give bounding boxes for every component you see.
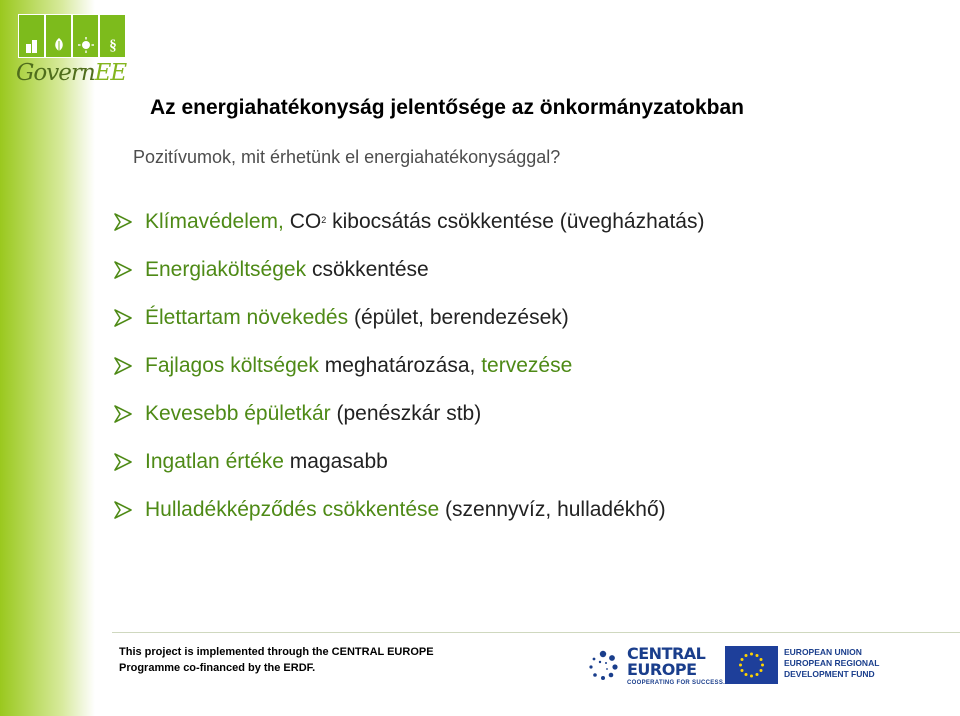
eu-label-line-3: DEVELOPMENT FUND [784,669,875,679]
bullet-green-text: tervezése [481,354,573,377]
bullet-green-text: Klímavédelem, [145,210,284,233]
arrow-bullet-icon [113,453,135,471]
slide-subtitle: Pozitívumok, mit érhetünk el energiahatékonysággal? [133,147,561,167]
eu-flag-icon [725,646,778,684]
benefit-list [113,198,704,534]
sidebar-gradient [0,0,95,716]
ce-logo-line-1: CENTRAL [627,644,706,663]
eu-label-line-1: EUROPEAN UNION [784,647,862,657]
arrow-bullet-icon [113,309,135,327]
arrow-bullet-icon [113,405,135,423]
bullet-dark-text: (penészkár stb) [336,402,482,425]
list-item [113,246,704,294]
bullet-dark-text: csökkentése [311,258,429,281]
footer-divider [112,632,960,633]
list-item [113,438,704,486]
arrow-bullet-icon [113,213,135,231]
central-europe-logo [585,646,725,686]
footer-line-1: This project is implemented through the CENTRAL EUROPE [119,646,434,658]
list-item [113,390,704,438]
arrow-bullet-icon [113,501,135,519]
footer-line-2: Programme co-financed by the ERDF. [119,662,316,674]
bullet-green-text: Élettartam növekedés [145,306,349,329]
slide-title: Az energiahatékonyság jelentősége az önkormányzatokban [150,96,745,119]
bullet-dark-text: (épület, berendezések) [353,306,569,329]
central-europe-swirl-icon [585,648,621,684]
leaf-icon [45,14,72,58]
bullet-dark-text: CO [289,210,322,233]
bullet-green-text: Ingatlan értéke [145,450,284,473]
arrow-bullet-icon [113,357,135,375]
eu-fund-label [784,647,879,680]
bullet-dark-text: meghatározása, [324,354,476,377]
bullet-dark-text: kibocsátás csökkentése (üvegházhatás) [332,210,705,233]
logo-suffix: EE [94,60,127,86]
logo-prefix: Govern [16,60,95,86]
footer-note [119,644,434,676]
subscript-two: 2 [321,215,327,225]
bullet-dark-text: magasabb [289,450,388,473]
bullet-green-text: Energiaköltségek [145,258,307,281]
svg-text:§: § [108,38,117,53]
list-item [113,198,704,246]
ce-logo-tagline: COOPERATING FOR SUCCESS. [627,680,726,686]
ce-logo-line-2: EUROPE [627,660,697,679]
bullet-green-text: Fajlagos költségek [145,354,319,377]
eu-label-line-2: EUROPEAN REGIONAL [784,658,880,668]
bullet-green-text: Hulladékképződés csökkentése [145,498,440,521]
building-icon [18,14,45,58]
sun-icon [72,14,99,58]
section-sign-icon [99,14,126,58]
governee-logo-icons [18,14,126,58]
list-item [113,342,704,390]
list-item [113,294,704,342]
arrow-bullet-icon [113,261,135,279]
bullet-dark-text: (szennyvíz, hulladékhő) [445,498,666,521]
bullet-green-text: Kevesebb épületkár [145,402,331,425]
governee-logo-text [16,60,126,86]
list-item [113,486,704,534]
